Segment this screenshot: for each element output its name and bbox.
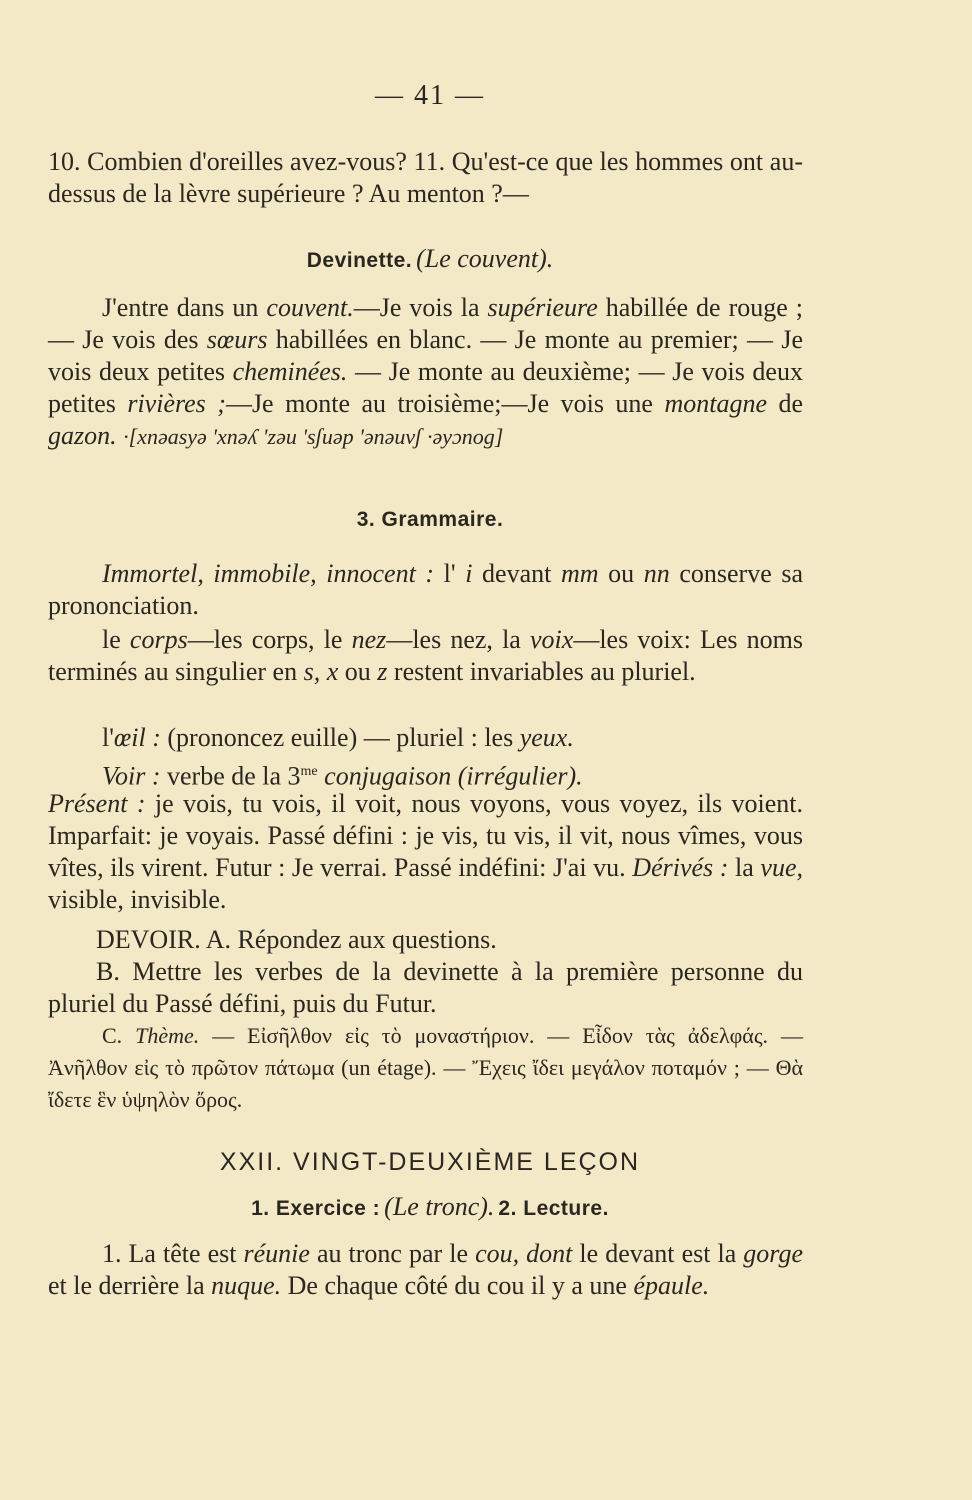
riddle-word: sœurs xyxy=(206,325,268,354)
grammar-term: Immortel, immobile, innocent : xyxy=(102,559,435,588)
lesson-text-part: 1. La tête est xyxy=(102,1239,244,1268)
grammar-term: vue, xyxy=(760,853,803,882)
riddle-subtitle: (Le couvent). xyxy=(416,244,554,273)
riddle-text: — Je monte au deuxième; — Je vois deux petites xyxy=(48,357,803,418)
riddle-word: gazon. xyxy=(48,421,117,450)
grammar-term: voix xyxy=(530,625,574,654)
riddle-text: J'entre dans un xyxy=(102,293,267,322)
riddle-word: montagne xyxy=(664,389,767,418)
lesson-text-part: le devant est la xyxy=(572,1239,744,1268)
grammar-text: ou xyxy=(338,657,378,686)
grammar-text: —les nez, la xyxy=(386,625,531,654)
grammar-text: le xyxy=(102,625,130,654)
questions-paragraph: 10. Combien d'oreilles avez-vous? 11. Qu'est-ce que les hommes ont au-dessus de la lèvre supérieure ? Au menton ?— xyxy=(48,147,803,208)
grammar-text: ou xyxy=(598,559,644,588)
grammar-text: verbe de la 3 xyxy=(160,761,301,791)
riddle-heading-label: Devinette. xyxy=(306,249,413,272)
grammar-text: conserve sa prononciation. xyxy=(48,559,803,620)
grammar-rule-3 xyxy=(48,722,803,754)
lesson-text-part: et le derrière la xyxy=(48,1271,212,1300)
grammar-text: l' xyxy=(102,723,114,752)
grammar-term: i xyxy=(465,559,473,588)
lesson-word: épaule. xyxy=(633,1271,710,1300)
riddle-text: —Je vois la xyxy=(353,293,488,322)
grammar-text: restent invariables au pluriel. xyxy=(387,657,696,686)
grammar-term: yeux. xyxy=(519,723,574,752)
devoir-a xyxy=(48,924,803,956)
grammar-text: je vois, tu vois, il voit, nous voyons, vous voyez, ils voient. Imparfait: je voyais. Passé défini : je vis, tu vis, il vit, nous vîmes, vous vîtes, ils virent. Futur : Je verrai. Passé indéfini: J'ai vu. xyxy=(48,789,803,882)
reading-label: 2. Lecture. xyxy=(498,1197,609,1220)
riddle-text: habillées en blanc. — Je monte au premier; — Je vois deux petites xyxy=(48,325,803,386)
grammar-term: œil : xyxy=(113,723,161,752)
grammar-text: l' xyxy=(434,559,466,588)
grammar-term: mm xyxy=(560,559,599,588)
theme-label: Thème. xyxy=(135,1023,200,1048)
grammar-text: devant xyxy=(472,559,561,588)
exercise-title: (Le tronc). xyxy=(384,1192,495,1221)
devoir-text: DEVOIR. A. Répondez aux questions. xyxy=(96,925,497,954)
grammar-term: z xyxy=(377,657,388,686)
grammar-rule-2 xyxy=(48,624,803,688)
grammar-term: corps xyxy=(129,625,188,654)
grammar-heading-label: 3. Grammaire. xyxy=(356,508,504,531)
exercise-label: 1. Exercice : xyxy=(251,1197,381,1220)
grammar-text: (prononcez euille) — pluriel : les xyxy=(160,723,520,752)
grammar-text: la xyxy=(728,853,761,882)
lesson-text-part: De chaque côté du cou il y a une xyxy=(281,1271,634,1300)
devoir-c xyxy=(48,1020,803,1116)
lesson-word: réunie xyxy=(243,1239,310,1268)
lesson-subheading xyxy=(0,1192,860,1222)
lesson-text-part: au tronc par le xyxy=(309,1239,476,1268)
riddle-answer-inverted: ·[xnəasyə 'xnəʎ 'zəu 'sʃuəp 'ənəuvʃ ·əyɔnog] xyxy=(123,424,504,449)
grammar-term: s, x xyxy=(303,657,339,686)
devoir-text: C. xyxy=(102,1023,136,1048)
riddle-text: habillée de rouge ; — Je vois des xyxy=(48,293,803,354)
greek-text: — Εἰσῆλθον εἰς τὸ μοναστήριον. — Εἶδον τὰς ἀδελφάς. — Ἀνῆλθον εἰς τὸ πρῶτον πάτωμα (un étage). — Ἔχεις ἴδει μεγάλον ποταμόν ; — Θὰ ἴδετε ἓν ὑψηλὸν ὄρος. xyxy=(48,1023,803,1112)
riddle-word: supérieure xyxy=(487,293,598,322)
riddle-text: —Je monte au troisième;—Je vois une xyxy=(225,389,665,418)
grammar-term: Présent : xyxy=(48,789,146,818)
riddle-text: de xyxy=(767,389,804,418)
devoir-text: B. Mettre les verbes de la devinette à la première personne du pluriel du Passé défini, puis du Futur. xyxy=(48,957,803,1018)
riddle-word: cheminées. xyxy=(232,357,348,386)
superscript: me xyxy=(300,764,318,779)
grammar-term: nn xyxy=(643,559,670,588)
grammar-conjugation xyxy=(48,788,803,916)
riddle-heading xyxy=(0,244,860,274)
grammar-term: conjugaison (irrégulier). xyxy=(317,761,583,791)
devoir-b xyxy=(48,956,803,1020)
grammar-text: —les corps, le xyxy=(187,625,352,654)
lesson-word: nuque. xyxy=(211,1271,282,1300)
grammar-term: Dérivés : xyxy=(632,853,729,882)
page-number: — 41 — xyxy=(375,80,485,111)
grammar-text: —les voix: Les noms terminés au singulier en xyxy=(48,625,804,686)
lesson-word: gorge xyxy=(743,1239,803,1268)
riddle-word: couvent. xyxy=(266,293,354,322)
lesson-title: XXII. VINGT-DEUXIÈME LEÇON xyxy=(219,1148,641,1176)
grammar-rule-1 xyxy=(48,558,803,622)
grammar-heading xyxy=(0,508,860,532)
riddle-paragraph xyxy=(48,292,803,453)
grammar-term: nez xyxy=(351,625,387,654)
grammar-text: visible, invisible. xyxy=(48,885,227,914)
riddle-word: rivières ; xyxy=(127,389,226,418)
lesson-word: cou, dont xyxy=(475,1239,573,1268)
lesson-text xyxy=(48,1238,803,1302)
grammar-term: Voir : xyxy=(102,761,161,791)
